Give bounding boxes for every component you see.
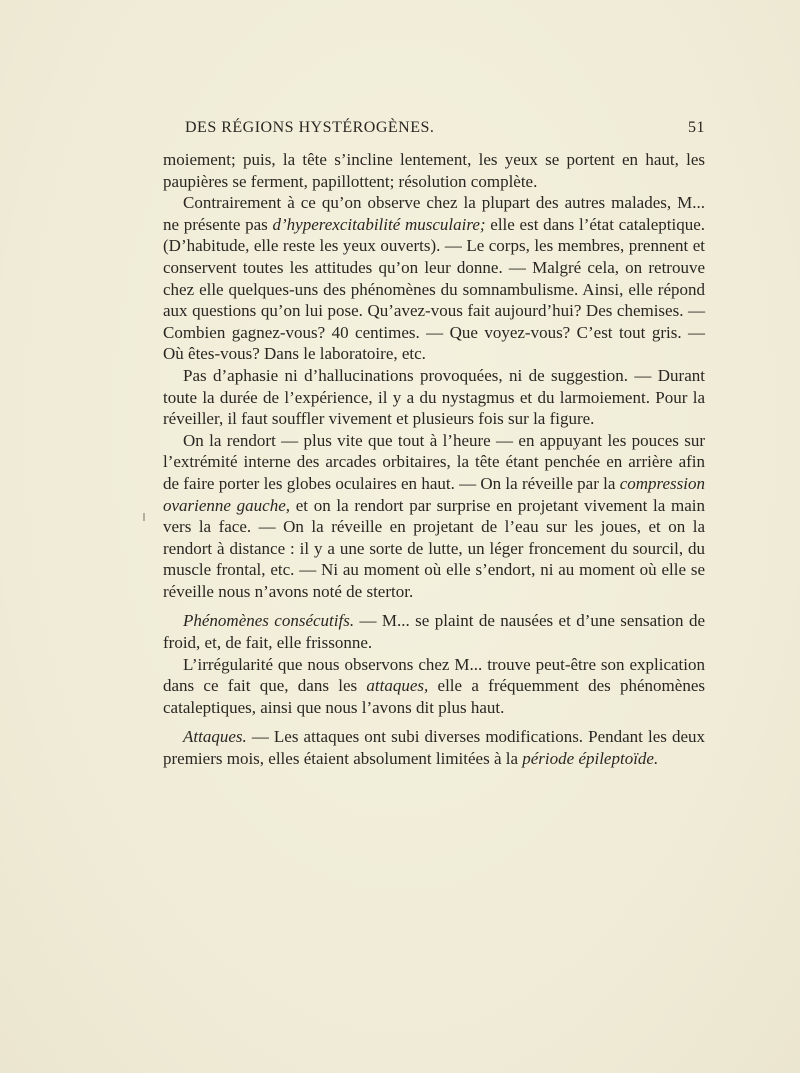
italic-text: Phénomènes consécutifs. bbox=[183, 611, 355, 631]
text-run: — Les attaques ont subi diverses modifications. Pendant les deux premiers mois, elles étaient absolument limitées à la bbox=[163, 727, 705, 769]
margin-mark bbox=[143, 513, 145, 521]
paragraph bbox=[163, 149, 705, 192]
text-run: Pas d’aphasie ni d’hallucinations provoquées, ni de suggestion. — Durant toute la durée de l’expérience, il y a du nystagmus et du larmoiement. Pour la réveiller, il faut souffler vivement et plusieurs fois sur la figure. bbox=[163, 365, 705, 429]
italic-text: d’hyperexcitabilité musculaire; bbox=[272, 214, 486, 234]
italic-text: compression ovarienne gauche, bbox=[163, 473, 705, 515]
text-run: moiement; puis, la tête s’incline lentement, les yeux se portent en haut, les paupières se ferment, papillottent; résolution complète. bbox=[163, 150, 705, 191]
text-run: elle a fréquemment des phénomènes cataleptiques, ainsi que nous l’avons dit plus haut. bbox=[163, 676, 705, 717]
running-title: DES RÉGIONS HYSTÉROGÈNES. bbox=[185, 119, 435, 136]
text-run: elle est dans l’état cataleptique. (D’habitude, elle reste les yeux ouverts). — Le corps, les membres, prennent et conservent toutes les attitudes qu’on leur donne. — Malgré cela, on retrouve chez elle quelques-uns des phénomènes du somnambulisme. Ainsi, elle répond aux questions qu’on lui pose. Qu’avez-vous fait aujourd’hui? Des chemises. — Combien gagnez-vous? 40 centimes. — Que voyez-vous? C’est tout gris. — Où êtes-vous? Dans le laboratoire, etc. bbox=[163, 214, 706, 364]
paragraph bbox=[163, 726, 705, 769]
page-number: 51 bbox=[688, 119, 705, 136]
body-text bbox=[163, 149, 705, 770]
paragraph bbox=[163, 365, 705, 430]
text-run: — M... se plaint de nausées et d’une sensation de froid, et, de fait, elle frissonne. bbox=[163, 611, 706, 653]
paragraph bbox=[163, 654, 705, 719]
running-header bbox=[185, 119, 705, 141]
paragraph bbox=[163, 430, 705, 603]
paragraph bbox=[163, 610, 705, 653]
text-run: Contrairement à ce qu’on observe chez la plupart des autres malades, M... ne présente pas bbox=[163, 193, 705, 234]
text-run: et on la rendort par surprise en projetant vivement la main vers la face. — On la réveille en projetant de l’eau sur les joues, et on la rendort à distance : il y a une sorte de lutte, un léger froncement du sourcil, du muscle frontal, etc. — Ni au moment où elle s’endort, ni au moment où elle se réveille nous n’avons noté de stertor. bbox=[163, 495, 705, 601]
text-run: L’irrégularité que nous observons chez M... trouve peut-être son explication dans ce fait que, dans les bbox=[163, 654, 705, 696]
italic-text: attaques, bbox=[366, 676, 429, 696]
text-run: On la rendort — plus vite que tout à l’heure — en appuyant les pouces sur l’extrémité interne des arcades orbitaires, la tête étant penchée en arrière afin de faire porter les globes oculaires en haut. — On la réveille par la bbox=[163, 430, 705, 493]
italic-text: Attaques. bbox=[183, 727, 247, 747]
italic-text: période épileptoïde. bbox=[522, 749, 659, 769]
paragraph bbox=[163, 192, 705, 365]
